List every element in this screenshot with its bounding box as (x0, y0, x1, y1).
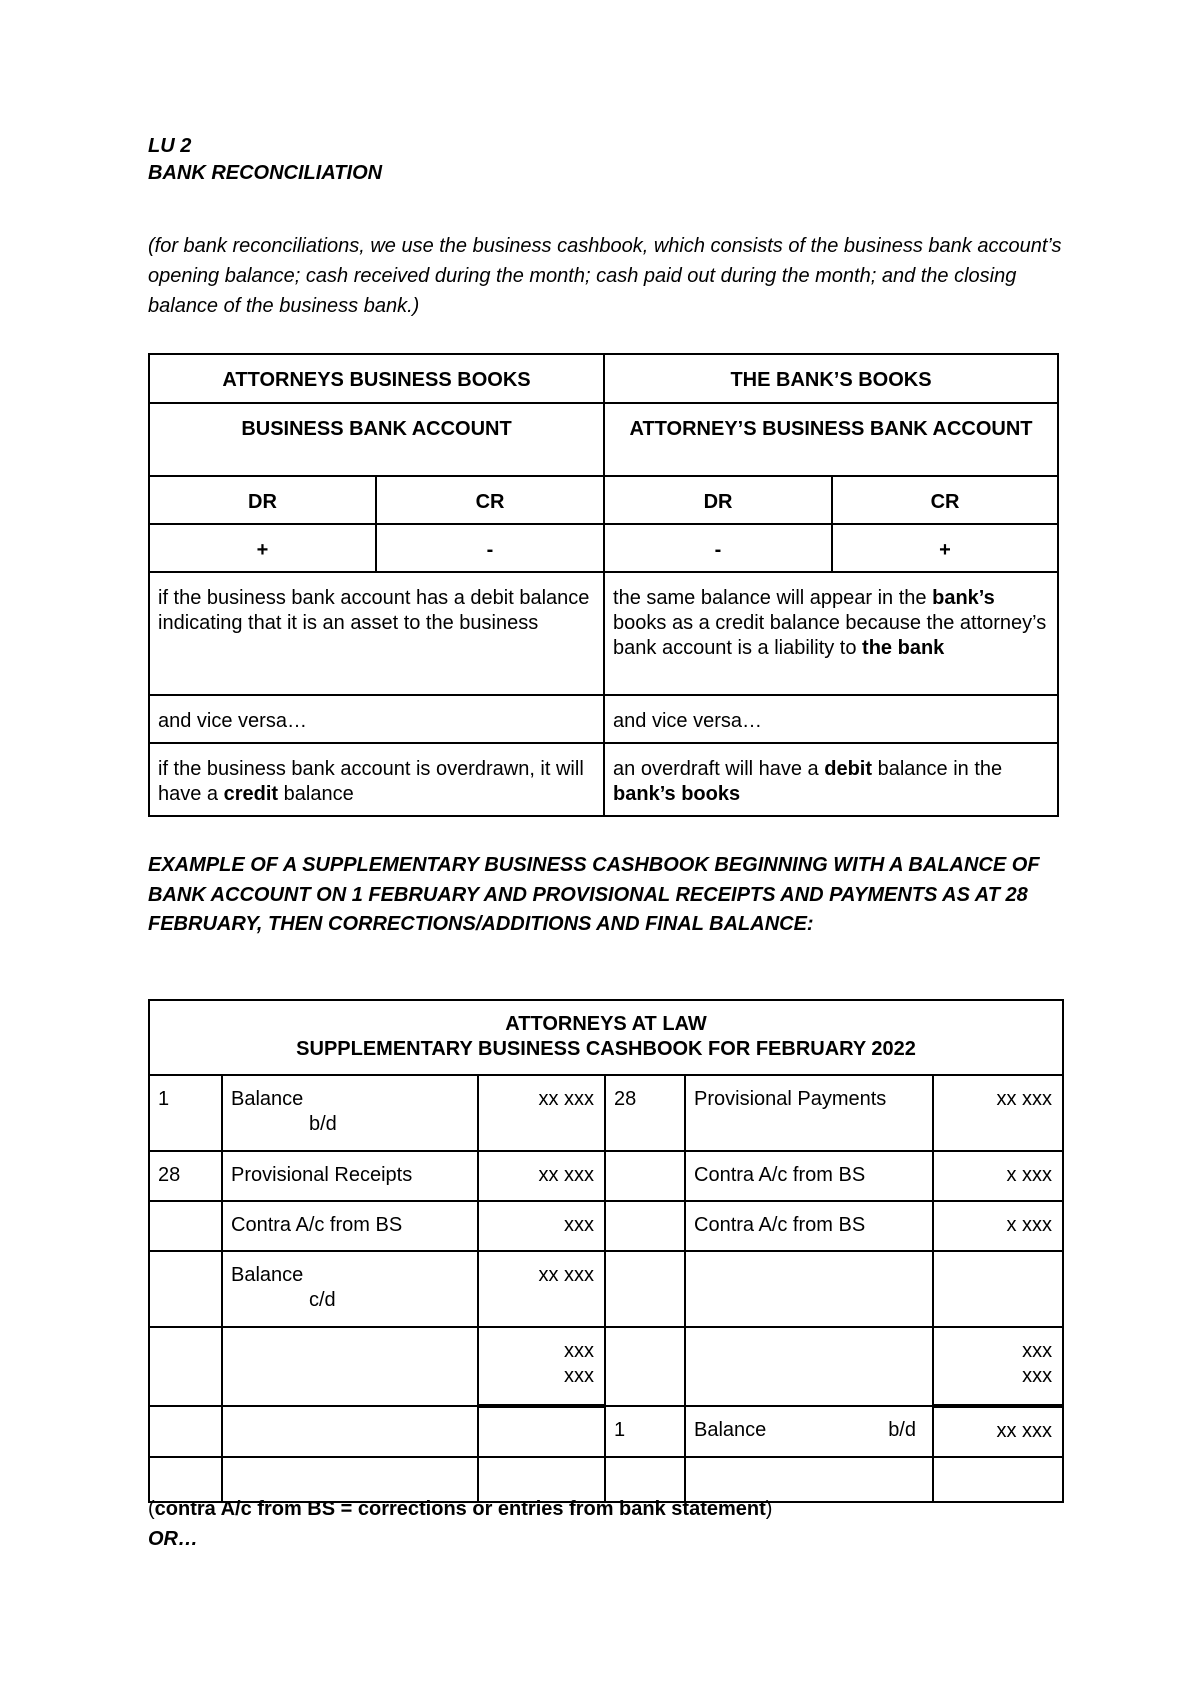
date-cell (605, 1251, 685, 1327)
vice-versa-left: and vice versa… (149, 695, 604, 743)
right-account-title: ATTORNEY’S BUSINESS BANK ACCOUNT (604, 403, 1058, 476)
amount-cell: xx xxx (933, 1075, 1063, 1151)
amount-cell (933, 1457, 1063, 1502)
desc-cell (685, 1251, 933, 1327)
sign-dr-left: + (149, 524, 376, 572)
or-label: OR… (148, 1528, 198, 1550)
amount-cell: xx xxx (478, 1251, 605, 1327)
page-title: BANK RECONCILIATION (148, 162, 383, 184)
desc-cell: Contra A/c from BS (222, 1201, 478, 1251)
date-cell (149, 1406, 222, 1457)
date-cell (149, 1327, 222, 1406)
date-cell: 1 (149, 1075, 222, 1151)
col-cr-left: CR (376, 476, 604, 524)
desc-cell: Balance b/d (222, 1075, 478, 1151)
date-cell (605, 1151, 685, 1201)
unit-label: LU 2 (148, 135, 192, 157)
date-cell: 28 (605, 1075, 685, 1151)
sign-cr-left: - (376, 524, 604, 572)
date-cell (605, 1327, 685, 1406)
total-cell: xxx xxx (478, 1327, 605, 1406)
desc-cell (222, 1406, 478, 1457)
contra-note: (contra A/c from BS = corrections or entries from bank statement) (148, 1498, 773, 1520)
sign-dr-right: - (604, 524, 832, 572)
intro-paragraph: (for bank reconciliations, we use the business cashbook, which consists of the business bank account’s opening balance; cash received during the month; cash paid out during the month; and the closing balance of the business bank.) (148, 235, 1062, 317)
date-cell (149, 1251, 222, 1327)
amount-cell: xxx (478, 1201, 605, 1251)
amount-cell (478, 1406, 605, 1457)
total-cell: xxx xxx (933, 1327, 1063, 1406)
overdraft-text: an overdraft will have a debit balance in the bank’s books (604, 743, 1058, 816)
amount-cell: x xxx (933, 1201, 1063, 1251)
date-cell: 28 (149, 1151, 222, 1201)
amount-cell: xx xxx (933, 1406, 1063, 1457)
amount-cell: x xxx (933, 1151, 1063, 1201)
sign-cr-right: + (832, 524, 1058, 572)
dr-cr-comparison-table (148, 353, 1059, 817)
date-cell (605, 1201, 685, 1251)
vice-versa-right: and vice versa… (604, 695, 1058, 743)
overdrawn-text: if the business bank account is overdrawn, it will have a credit balance (149, 743, 604, 816)
debit-balance-text: if the business bank account has a debit balance indicating that it is an asset to the business (149, 572, 604, 695)
example-heading: EXAMPLE OF A SUPPLEMENTARY BUSINESS CASHBOOK BEGINNING WITH A BALANCE OF BANK ACCOUNT ON 1 FEBRUARY AND PROVISIONAL RECEIPTS AND PAYMENTS AS AT 28 FEBRUARY, THEN CORRECTIONS/ADDITIONS AND FINAL BALANCE: (148, 854, 1040, 935)
amount-cell (933, 1251, 1063, 1327)
cashbook-table (148, 999, 1064, 1503)
credit-balance-text: the same balance will appear in the bank’s books as a credit balance because the attorney’s bank account is a liability to the bank (604, 572, 1058, 695)
cashbook-title: ATTORNEYS AT LAW SUPPLEMENTARY BUSINESS CASHBOOK FOR FEBRUARY 2022 (149, 1000, 1063, 1075)
col-dr-right: DR (604, 476, 832, 524)
desc-cell (685, 1327, 933, 1406)
amount-cell: xx xxx (478, 1151, 605, 1201)
left-account-title: BUSINESS BANK ACCOUNT (149, 403, 604, 476)
date-cell: 1 (605, 1406, 685, 1457)
col-cr-right: CR (832, 476, 1058, 524)
desc-cell: Balance b/d (685, 1406, 933, 1457)
date-cell (149, 1201, 222, 1251)
desc-cell: Provisional Receipts (222, 1151, 478, 1201)
col-dr-left: DR (149, 476, 376, 524)
left-books-title: ATTORNEYS BUSINESS BOOKS (149, 354, 604, 403)
desc-cell: Contra A/c from BS (685, 1151, 933, 1201)
desc-cell: Provisional Payments (685, 1075, 933, 1151)
desc-cell: Contra A/c from BS (685, 1201, 933, 1251)
right-books-title: THE BANK’S BOOKS (604, 354, 1058, 403)
desc-cell: Balance c/d (222, 1251, 478, 1327)
amount-cell: xx xxx (478, 1075, 605, 1151)
desc-cell (222, 1327, 478, 1406)
